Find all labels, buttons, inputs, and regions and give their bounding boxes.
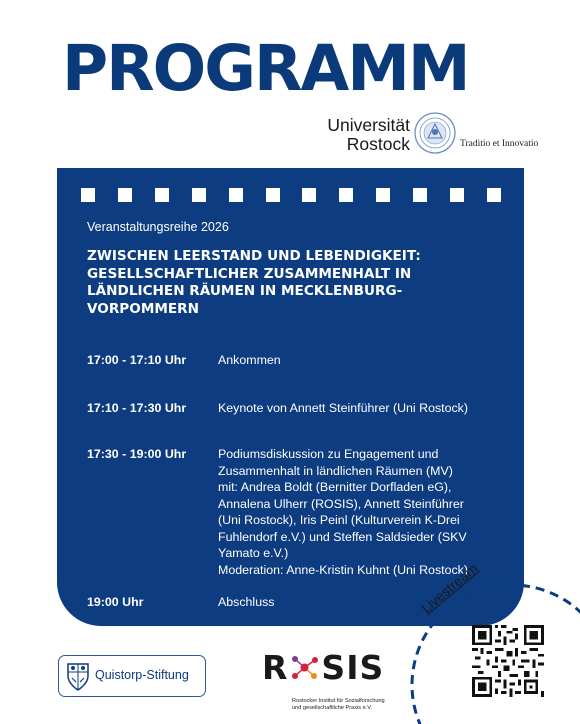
- schedule-description: Podiumsdiskussion zu Engagement und Zusammenhalt in ländlichen Räumen (MV) mit: Andrea Boldt (Bernitter Dorfladen eG), Annalena Ulherr (ROSIS), Annett Steinführer (Uni Rostock), Iris Peinl (Kulturverein K-Drei Fuhlendorf e.V.) und Steffen Saldsieder (SKV Yamato e.V.) Moderation: Anne-Kristin Kuhnt (Uni Rostock): [218, 447, 468, 577]
- perforation-hole: [229, 188, 243, 202]
- perforation-hole: [413, 188, 427, 202]
- perforation-hole: [376, 188, 390, 202]
- perforation-hole: [118, 188, 132, 202]
- rosis-wordmark: R SIS: [262, 648, 385, 687]
- perforation-hole: [155, 188, 169, 202]
- university-motto: Traditio et Innovatio: [460, 139, 539, 149]
- rosis-logo: [262, 648, 385, 720]
- network-o-icon: [290, 653, 319, 682]
- perforation-hole: [487, 188, 501, 202]
- event-headline: ZWISCHEN LEERSTAND UND LEBENDIGKEIT: GESELLSCHAFTLICHER ZUSAMMENHALT IN LÄNDLICHEN RÄUMEN IN MECKLENBURG- VORPOMMERN: [87, 248, 421, 317]
- program-panel: [57, 168, 524, 626]
- perforation-hole: [266, 188, 280, 202]
- schedule-description: Keynote von Annett Steinführer (Uni Rostock): [218, 401, 469, 415]
- perforation-hole: [192, 188, 206, 202]
- livestream-qr-code[interactable]: [472, 625, 544, 697]
- livestream-label: Livestream: [417, 559, 481, 617]
- schedule-time: 17:00 - 17:10 Uhr: [87, 353, 187, 367]
- rosis-subtitle: Rostocker Institut für Sozialforschung und gesellschaftliche Praxis e.V.: [292, 698, 385, 711]
- university-logo: [312, 112, 539, 160]
- event-series: Veranstaltungsreihe 2026: [87, 220, 229, 234]
- perforation-hole: [339, 188, 353, 202]
- film-perforation: [81, 188, 501, 202]
- page-title: PROGRAMM: [62, 32, 469, 105]
- schedule-description: Ankommen: [218, 353, 281, 367]
- university-name: Universität Rostock: [327, 115, 410, 154]
- university-seal-icon: [414, 112, 456, 154]
- perforation-hole: [302, 188, 316, 202]
- schedule-time: 17:30 - 19:00 Uhr: [87, 447, 187, 461]
- quistorp-name: Quistorp-Stiftung: [95, 668, 189, 682]
- schedule-description: Abschluss: [218, 595, 275, 609]
- quistorp-logo: [58, 655, 206, 697]
- crest-icon: [65, 660, 91, 692]
- perforation-hole: [450, 188, 464, 202]
- schedule-time: 19:00 Uhr: [87, 595, 144, 609]
- schedule-time: 17:10 - 17:30 Uhr: [87, 401, 187, 415]
- perforation-hole: [81, 188, 95, 202]
